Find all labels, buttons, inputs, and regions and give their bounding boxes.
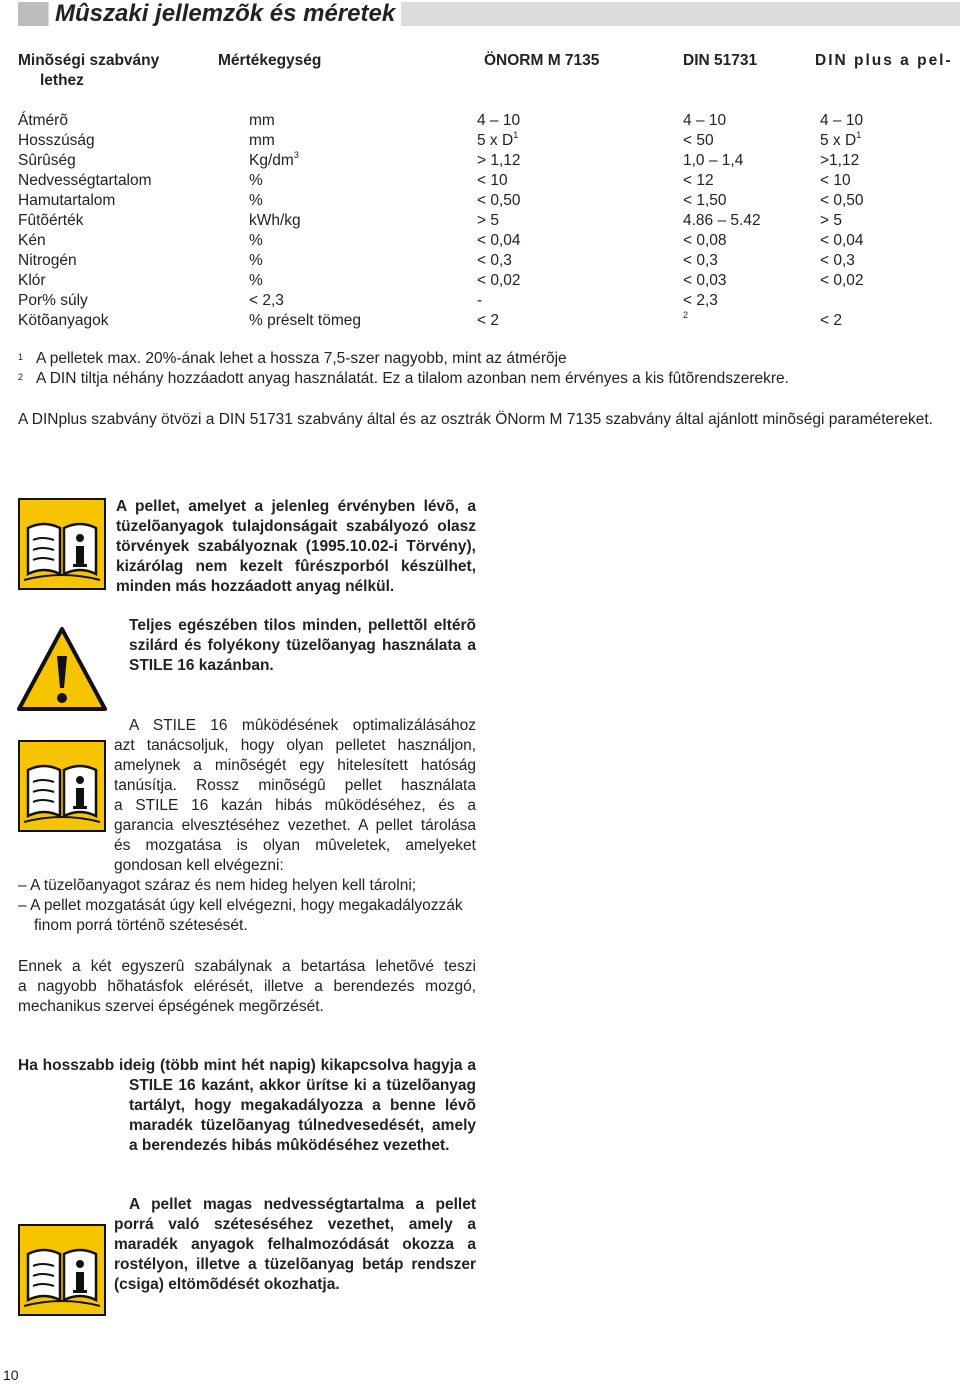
text-line: A pellet magas nedvességtartalma a pellet: [129, 1196, 476, 1213]
table-cell: > 1,12: [477, 152, 521, 169]
text-line: STILE 16 kazánt, akkor ürítse ki a tüzelõanyag: [129, 1077, 476, 1094]
table-cell: Sûrûség: [18, 152, 76, 169]
text-line: kizárólag nem kezelt fûrészporból készülhet,: [116, 558, 476, 575]
table-cell: Átmérõ: [18, 112, 68, 129]
text-line: porrá való széteséséhez vezethet, amely a: [114, 1216, 476, 1233]
table-cell: Por% súly: [18, 292, 88, 309]
col-header-dinplus: DIN plus a pel-: [815, 52, 953, 69]
text-line: Teljes egészében tilos minden, pellettõl eltérõ: [129, 617, 476, 634]
text-line: (csiga) eltömõdését okozhatja.: [114, 1276, 340, 1293]
table-cell: < 0,3: [477, 252, 512, 269]
table-footnote-mark: 1: [856, 130, 862, 140]
text-line: Ha hosszabb ideig (több mint hét napig) kikapcsolva hagyja a: [18, 1057, 476, 1074]
table-footnote-mark: 2: [683, 310, 689, 320]
text-line: – A tüzelõanyagot száraz és nem hideg helyen kell tárolni;: [18, 877, 417, 894]
text-line: finom porrá történõ szétesését.: [34, 917, 248, 934]
table-cell: %: [249, 172, 263, 189]
text-line: rostélyon, illetve a tüzelõanyag betáp rendszer: [114, 1256, 476, 1273]
table-cell: < 2: [477, 312, 499, 329]
table-cell: < 1,50: [683, 192, 727, 209]
table-cell: 1,0 – 1,4: [683, 152, 744, 169]
table-cell: % préselt tömeg: [249, 312, 361, 329]
page-number: 10: [3, 1367, 19, 1383]
manual-info-icon: [18, 740, 106, 832]
table-cell: < 0,50: [820, 192, 864, 209]
footnote-1: $^1$ A pelletek max. 20%-ának lehet a hossza 7,5-szer nagyobb, mint az átmérõje: [18, 350, 567, 367]
text-line: tanúsítja. Rossz minõségû pellet használata: [114, 777, 476, 794]
table-cell: -: [477, 292, 483, 309]
footnote-2: $^2$ A DIN tiltja néhány hozzáadott anyag használatát. Ez a tilalom azonban nem érvényes a kis fûtõrendszerekre.: [18, 370, 789, 387]
col-header-unit: Mértékegység: [218, 52, 322, 69]
table-cell: Kötõanyagok: [18, 312, 109, 329]
table-cell: Klór: [18, 272, 46, 289]
table-cell: $Kg/dm^3$: [249, 150, 299, 169]
text-line: maradék anyagok felhalmozódását okozza a: [114, 1236, 476, 1253]
text-line: amelynek a minõségét egy hitelesített hatóság: [114, 757, 476, 774]
table-cell: > 5: [820, 212, 842, 229]
text-line: garancia elvesztéséhez vezethet. A pellet tárolása: [114, 817, 476, 834]
text-line: azt tanácsoljuk, hogy olyan pelletet használjon,: [114, 737, 476, 754]
table-cell: Nitrogén: [18, 252, 77, 269]
table-cell: Hamutartalom: [18, 192, 116, 209]
text-line: gondosan kell elvégezni:: [114, 857, 284, 874]
text-line: és mozgatása is olyan mûveletek, amelyeket: [114, 837, 476, 854]
manual-info-icon: [18, 1224, 106, 1316]
table-cell: < 0,03: [683, 272, 727, 289]
table-cell: < 0,02: [477, 272, 521, 289]
table-cell: Nedvességtartalom: [18, 172, 152, 189]
text-line: a STILE 16 kazán hibás mûködéséhez, és a: [114, 797, 476, 814]
table-cell: < 0,04: [477, 232, 521, 249]
dinplus-note: A DINplus szabvány ötvözi a DIN 51731 szabvány által és az osztrák ÖNorm M 7135 szabvány által ajánlott minõségi paramétereket.: [18, 411, 933, 428]
table-cell: 4 – 10: [820, 112, 864, 129]
text-line: Ennek a két egyszerû szabálynak a betartása lehetõvé teszi: [18, 958, 476, 975]
table-cell: 5 x $D^1$: [477, 130, 519, 149]
text-line: tartályt, hogy megakadályozza a benne lévõ: [129, 1097, 476, 1114]
table-cell: Kén: [18, 232, 46, 249]
table-footnote-mark: 1: [513, 130, 519, 140]
table-cell: %: [249, 192, 263, 209]
table-cell: < 10: [477, 172, 508, 189]
table-cell: 5 x $D^1$: [820, 130, 862, 149]
text-line: a nagyobb hõhatásfok elérését, illetve a berendezés mozgó,: [18, 978, 476, 995]
table-cell: 4 – 10: [477, 112, 521, 129]
table-footnote-mark: 3: [293, 150, 299, 160]
table-cell: < 0,04: [820, 232, 864, 249]
table-cell: < 2: [820, 312, 842, 329]
text-line: A pellet, amelyet a jelenleg érvényben lévõ, a: [116, 498, 476, 515]
table-cell: < 50: [683, 132, 714, 149]
table-cell: 4.86 – 5.42: [683, 212, 761, 229]
text-line: A STILE 16 mûködésének optimalizálásához: [129, 717, 476, 734]
text-line: minden más hozzáadott anyag nélkül.: [116, 578, 395, 595]
table-cell: Hosszúság: [18, 132, 95, 149]
table-cell: < 0,3: [683, 252, 718, 269]
table-cell: < 0,50: [477, 192, 521, 209]
table-cell: >1,12: [820, 152, 860, 169]
table-cell: [683, 312, 688, 330]
table-cell: %: [249, 252, 263, 269]
table-cell: > 5: [477, 212, 499, 229]
table-cell: < 12: [683, 172, 714, 189]
text-line: szilárd és folyékony tüzelõanyag használata a: [129, 637, 476, 654]
table-cell: < 0,08: [683, 232, 727, 249]
table-cell: < 0,02: [820, 272, 864, 289]
table-cell: Fûtõérték: [18, 212, 84, 229]
manual-info-icon: [18, 498, 106, 590]
col-header-wrap: lethez: [40, 72, 84, 89]
text-line: mechanikus szervei épségének megõrzését.: [18, 998, 324, 1015]
table-cell: 4 – 10: [683, 112, 727, 129]
table-cell: %: [249, 232, 263, 249]
text-line: STILE 16 kazánban.: [129, 657, 274, 674]
warning-triangle-icon: [16, 626, 108, 712]
table-cell: kWh/kg: [249, 212, 301, 229]
text-line: a berendezés hibás mûködéséhez vezethet.: [129, 1137, 450, 1154]
text-line: tüzelõanyagok tulajdonságait szabályozó olasz: [116, 518, 476, 535]
table-cell: mm: [249, 112, 275, 129]
table-cell: < 0,3: [820, 252, 855, 269]
text-line: – A pellet mozgatását úgy kell elvégezni, hogy megakadályozzák: [18, 897, 463, 914]
table-cell: < 2,3: [683, 292, 718, 309]
table-cell: < 2,3: [249, 292, 284, 309]
table-cell: < 10: [820, 172, 851, 189]
table-cell: mm: [249, 132, 275, 149]
table-cell: %: [249, 272, 263, 289]
text-line: maradék tüzelõanyag túlnedvesedését, amely: [129, 1117, 476, 1134]
col-header-onorm: ÖNORM M 7135: [484, 52, 600, 69]
text-line: törvények szabályoznak (1995.10.02-i Törvény),: [116, 538, 476, 555]
page-title: Mûszaki jellemzõk és méretek: [49, 0, 401, 28]
col-header-din: DIN 51731: [683, 52, 758, 69]
col-header-standard: Minõségi szabvány: [18, 52, 160, 69]
